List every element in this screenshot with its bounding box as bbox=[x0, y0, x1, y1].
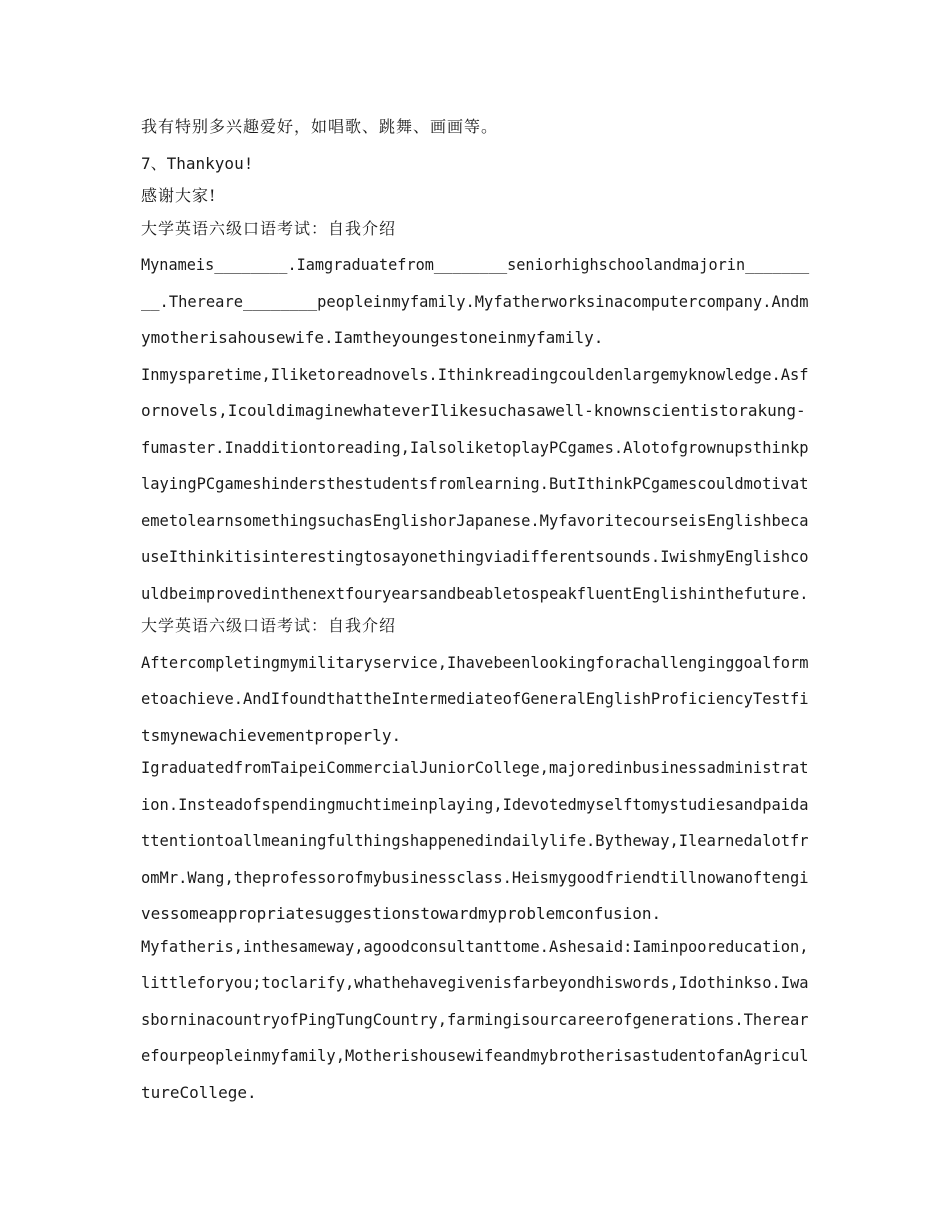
text-line: omMr.Wang,theprofessorofmybusinessclass.Heismygoodfriendtillnowanoftengi bbox=[141, 867, 809, 887]
text-line: Mynameis________.Iamgraduatefrom________seniorhighschoolandmajorin_______ bbox=[141, 255, 810, 274]
text-line: Aftercompletingmymilitaryservice,Ihavebeenlookingforachallenginggoalform bbox=[141, 652, 809, 672]
text-line: efourpeopleinmyfamily,MotherishousewifeandmybrotherisastudentofanAgricul bbox=[141, 1046, 809, 1065]
text-line: emetolearnsomethingsuchasEnglishorJapanese.MyfavoritecourseisEnglishbeca bbox=[141, 510, 809, 530]
text-line: layingPCgameshindersthestudentsfromlearning.ButIthinkPCgamescouldmotivat bbox=[141, 474, 809, 493]
text-line: 我有特别多兴趣爱好，如唱歌、跳舞、画画等。 bbox=[141, 117, 499, 136]
text-line: __.Thereare________peopleinmyfamily.Myfatherworksinacomputercompany.Andm bbox=[141, 291, 809, 311]
text-line: IgraduatedfromTaipeiCommercialJuniorCollege,majoredinbusinessadministrat bbox=[141, 758, 809, 777]
text-line: useIthinkitisinterestingtosayonethingviadifferentsounds.IwishmyEnglishco bbox=[141, 547, 809, 566]
section-heading: 大学英语六级口语考试：自我介绍 bbox=[141, 616, 397, 635]
text-line: 7、Thankyou! bbox=[141, 153, 254, 173]
text-line: ion.Insteadofspendingmuchtimeinplaying,Idevotedmyselftomystudiesandpaida bbox=[141, 794, 809, 814]
text-line: etoachieve.AndIfoundthattheIntermediateofGeneralEnglishProficiencyTestfi bbox=[141, 689, 809, 708]
text-line: tureCollege. bbox=[141, 1082, 257, 1102]
text-line: fumaster.Inadditiontoreading,IalsoliketoplayPCgames.Alotofgrownupsthinkp bbox=[141, 437, 809, 457]
text-line: ymotherisahousewife.Iamtheyoungestoneinmyfamily. bbox=[141, 328, 604, 347]
text-line: tsmynewachievementproperly. bbox=[141, 725, 402, 745]
text-line: ornovels,IcouldimaginewhateverIlikesuchasawell-knownscientistorakung- bbox=[141, 401, 806, 420]
text-line: 感谢大家! bbox=[141, 186, 217, 205]
text-line: ttentiontoallmeaningfulthingshappenedindailylife.Bytheway,Ilearnedalotfr bbox=[141, 831, 809, 850]
section-heading: 大学英语六级口语考试：自我介绍 bbox=[141, 218, 397, 238]
text-line: Inmysparetime,Iliketoreadnovels.Ithinkreadingcouldenlargemyknowledge.Asf bbox=[141, 364, 809, 384]
document-body bbox=[141, 116, 809, 1114]
text-line: littleforyou;toclarify,whathehavegivenisfarbeyondhiswords,Idothinkso.Iwa bbox=[141, 973, 809, 992]
text-line: sborninacountryofPingTungCountry,farmingisourcareerofgenerations.Therear bbox=[141, 1009, 809, 1029]
text-line: uldbeimprovedinthenextfouryearsandbeabletospeakfluentEnglishinthefuture. bbox=[141, 583, 809, 603]
text-line: Myfatheris,inthesameway,agoodconsultanttome.Ashesaid:Iaminpooreducation, bbox=[141, 936, 809, 956]
text-line: vessomeappropriatesuggestionstowardmyproblemconfusion. bbox=[141, 904, 662, 923]
